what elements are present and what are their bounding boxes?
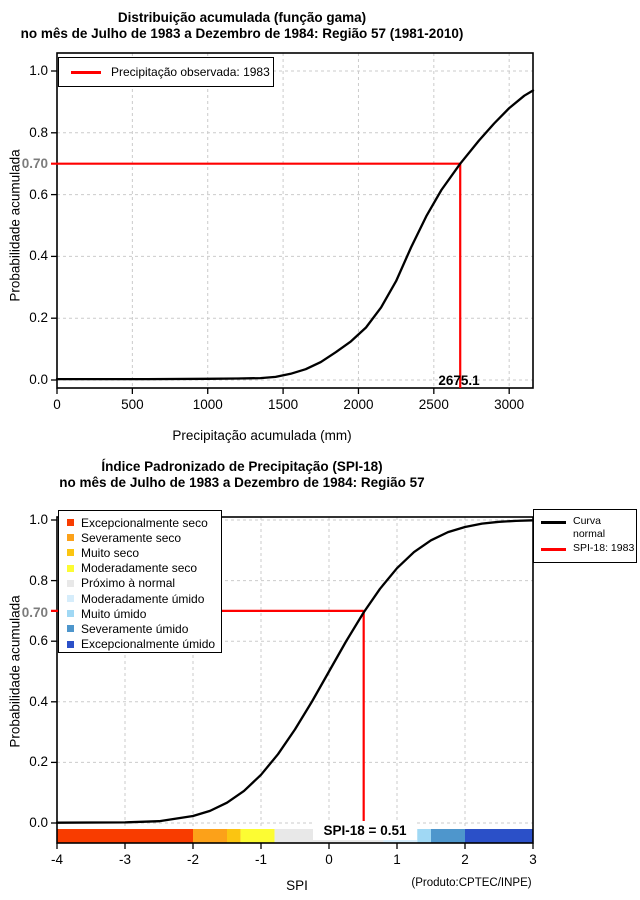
category-legend-row — [59, 530, 221, 545]
y-tick-label: 0.8 — [29, 572, 48, 588]
x-tick-label: 0 — [325, 852, 333, 867]
x-tick-label: 2000 — [343, 397, 374, 412]
category-legend-row — [59, 637, 221, 652]
cdf-curve — [57, 91, 533, 380]
category-label: Moderadamente úmido — [81, 591, 205, 606]
x-tick-label: -4 — [50, 852, 64, 867]
category-legend-row — [59, 606, 221, 621]
top-prob-highlight-label: 0.70 — [21, 156, 48, 171]
category-legend-row — [59, 545, 221, 560]
bottom-chart-subtitle: no mês de Julho de 1983 a Dezembro de 1984: Região 57 — [59, 475, 425, 490]
category-label: Severamente seco — [81, 530, 182, 545]
x-tick-label: 1 — [393, 852, 401, 867]
category-color-swatch — [67, 580, 74, 587]
x-tick-label: -2 — [186, 852, 200, 867]
red-line-legend-sample — [71, 71, 101, 74]
red-line-legend-sample-2 — [541, 548, 566, 551]
normal-curve-legend-label: Curva normal — [573, 515, 606, 540]
category-label: Próximo à normal — [81, 576, 176, 591]
y-tick-label: 0.2 — [29, 310, 48, 326]
spi-colorbar-segment — [227, 829, 241, 843]
top-x-axis-label: Precipitação acumulada (mm) — [172, 428, 352, 443]
spi-colorbar-segment — [241, 829, 275, 843]
y-tick-label: 0.4 — [29, 248, 48, 264]
category-label: Severamente úmido — [81, 621, 189, 636]
category-label: Moderadamente seco — [81, 561, 198, 576]
bottom-curves-legend — [533, 509, 637, 563]
category-color-swatch — [67, 519, 74, 526]
y-tick-label: 0.6 — [29, 186, 48, 202]
y-tick-label: 0.6 — [29, 633, 48, 649]
x-tick-label: 2 — [461, 852, 469, 867]
top-chart-subtitle: no mês de Julho de 1983 a Dezembro de 1984: Região 57 (1981-2010) — [20, 26, 464, 41]
spi-colorbar-segment — [431, 829, 465, 843]
bottom-x-axis-label: SPI — [286, 878, 308, 893]
spi-colorbar-segment — [465, 829, 533, 843]
category-label: Excepcionalmente úmido — [81, 637, 216, 652]
category-legend-row — [59, 515, 221, 530]
top-legend-label: Precipitação observada: 1983 — [111, 65, 270, 79]
x-tick-label: 0 — [53, 397, 61, 412]
top-legend — [58, 57, 274, 87]
x-tick-label: -3 — [118, 852, 132, 867]
top-chart-title: Distribuição acumulada (função gama) — [117, 10, 367, 25]
category-legend-row — [59, 561, 221, 576]
category-color-swatch — [67, 641, 74, 648]
y-tick-label: 0.8 — [29, 124, 48, 140]
category-legend-row — [59, 576, 221, 591]
category-label: Muito seco — [81, 545, 140, 560]
category-color-swatch — [67, 625, 74, 632]
x-tick-label: 1500 — [268, 397, 299, 412]
category-legend-row — [59, 591, 221, 606]
bottom-chart-title: Índice Padronizado de Precipitação (SPI-18) — [101, 459, 383, 474]
x-tick-label: -1 — [254, 852, 268, 867]
spi-colorbar-segment — [417, 829, 431, 843]
product-credit: (Produto:CPTEC/INPE) — [411, 877, 532, 889]
y-tick-label: 0.0 — [29, 815, 48, 830]
category-color-swatch — [67, 595, 74, 602]
bottom-chart-title-block — [2, 459, 482, 491]
x-tick-label: 3000 — [494, 397, 525, 412]
category-color-swatch — [67, 534, 74, 541]
y-tick-label: 1.0 — [29, 512, 48, 527]
x-tick-label: 1000 — [192, 397, 223, 412]
x-tick-label: 3 — [529, 852, 537, 867]
spi-1983-legend-label: SPI-18: 1983 — [573, 542, 635, 554]
category-legend-row — [59, 621, 221, 636]
x-tick-label: 2500 — [418, 397, 449, 412]
bottom-y-axis-label: Probabilidade acumulada — [7, 594, 23, 748]
spi-categories-legend — [58, 510, 222, 653]
top-precip-value-label: 2675.1 — [438, 373, 480, 388]
category-color-swatch — [67, 565, 74, 572]
y-tick-label: 0.2 — [29, 754, 48, 770]
category-label: Muito úmido — [81, 606, 147, 621]
top-y-axis-label: Probabilidade acumulada — [7, 148, 23, 302]
legend-row-spi-1983 — [534, 542, 636, 555]
category-color-swatch — [67, 549, 74, 556]
spi-colorbar-segment — [193, 829, 227, 843]
legend-row-normal-curve — [534, 515, 636, 541]
y-tick-label: 0.0 — [29, 372, 48, 387]
x-tick-label: 500 — [121, 397, 144, 412]
category-color-swatch — [67, 610, 74, 617]
bottom-prob-highlight-label: 0.70 — [21, 605, 48, 620]
y-tick-label: 0.4 — [29, 693, 48, 709]
black-line-legend-sample — [541, 521, 566, 524]
y-tick-label: 1.0 — [29, 63, 48, 78]
category-label: Excepcionalmente seco — [81, 515, 208, 530]
top-chart-title-block — [2, 10, 482, 42]
spi-colorbar-segment — [57, 829, 193, 843]
spi-value-annotation: SPI-18 = 0.51 — [313, 821, 417, 840]
